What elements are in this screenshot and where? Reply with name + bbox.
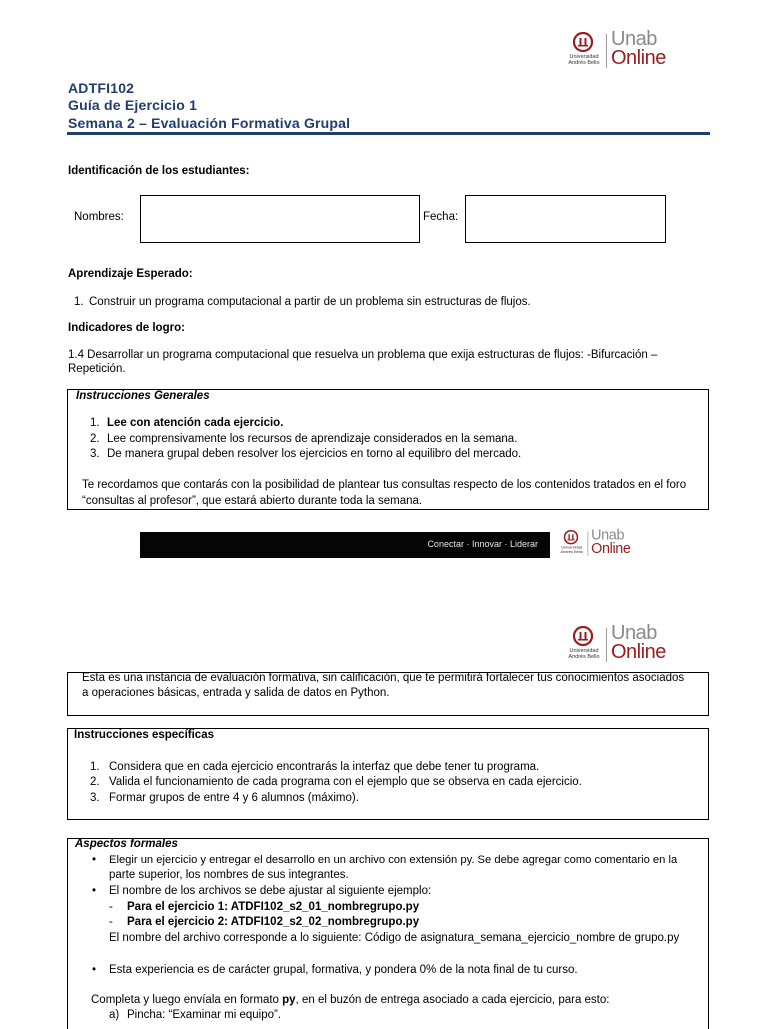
submit-pre: Completa y luego envíala en formato (91, 994, 283, 1006)
general-item-num: 1. (90, 417, 100, 429)
university-seal-icon (573, 32, 593, 52)
step-a: Pincha: “Examinar mi equipo”. (127, 1009, 282, 1021)
general-item-num: 2. (90, 433, 100, 445)
names-field[interactable] (140, 195, 420, 243)
step-a-label: a) (109, 1009, 120, 1021)
footer-logo (558, 527, 641, 557)
general-item-num: 3. (90, 448, 100, 460)
file-example-1: Para el ejercicio 1: ATDFI102_s2_01_nombregrupo.py (127, 901, 420, 913)
intro-line-2: a operaciones básicas, entrada y salida de datos en Python. (82, 687, 390, 699)
logo-divider (606, 34, 607, 68)
specific-item-num: 3. (90, 792, 100, 804)
week-title: Semana 2 – Evaluación Formativa Grupal (68, 115, 351, 131)
logo-divider (588, 531, 589, 555)
unab-online-logo (565, 622, 680, 664)
logo-online: Online (591, 540, 631, 557)
bullet-icon: • (92, 885, 97, 897)
specific-item: Formar grupos de entre 4 y 6 alumnos (máximo). (109, 792, 359, 804)
formal-bullet-3: Esta experiencia es de carácter grupal, formativa, y pondera 0% de la nota final de tu curso. (109, 964, 578, 976)
formal-bullet-1-line-2: parte superior, los nombres de sus integrantes. (109, 869, 349, 881)
dash-icon: - (109, 901, 113, 913)
specific-instructions-title: Instrucciones específicas (74, 729, 214, 741)
intro-line-1: Esta es una instancia de evaluación formativa, sin calificación, que te permitirá fortalecer tus conocimientos asociados (82, 672, 685, 684)
file-name-note: El nombre del archivo corresponde a lo siguiente: Código de asignatura_semana_ejercicio_nombre de grupo.py (109, 932, 680, 944)
logo-unab: Unab (591, 527, 625, 543)
learning-title: Aprendizaje Esperado: (68, 268, 193, 280)
indicator-line-1: 1.4 Desarrollar un programa computacional que resuelva un problema que exija estructuras de flujos: -Bifurcación – (68, 349, 658, 361)
logo-online: Online (611, 47, 666, 69)
dash-icon: - (109, 916, 113, 928)
general-item: Lee con atención cada ejercicio. (107, 417, 284, 429)
university-seal-icon (573, 626, 593, 646)
date-label: Fecha: (423, 211, 459, 223)
indicator-line-2: Repetición. (68, 363, 126, 375)
logo-unab: Unab (611, 622, 657, 644)
guide-title: Guía de Ejercicio 1 (68, 97, 198, 113)
names-label: Nombres: (74, 211, 124, 223)
header-rule (67, 132, 710, 135)
students-title: Identificación de los estudiantes: (68, 165, 250, 177)
specific-item-num: 2. (90, 776, 100, 788)
learning-item-num: 1. (74, 296, 84, 308)
general-instructions-title: Instrucciones Generales (76, 390, 210, 402)
formal-bullet-2: El nombre de los archivos se debe ajustar al siguiente ejemplo: (109, 885, 432, 897)
file-example-2: Para el ejercicio 2: ATDFI102_s2_02_nombregrupo.py (127, 916, 420, 928)
learning-item: Construir un programa computacional a partir de un problema sin estructuras de flujos. (89, 296, 531, 308)
specific-item: Considera que en cada ejercicio encontrarás la interfaz que debe tener tu programa. (109, 761, 540, 773)
bullet-icon: • (92, 854, 97, 866)
specific-item: Valida el funcionamiento de cada programa con el ejemplo que se observa en cada ejercicio. (109, 776, 582, 788)
logo-online: Online (611, 641, 666, 663)
date-field[interactable] (465, 195, 666, 243)
logo-unab: Unab (611, 28, 657, 50)
specific-item-num: 1. (90, 761, 100, 773)
university-name: Universidad Andrés Bello (560, 545, 583, 555)
page-footer-bar (140, 532, 550, 558)
university-name: Universidad Andrés Bello (568, 648, 600, 660)
footer-slogan: Conectar · Innovar · Liderar (427, 539, 538, 549)
logo-divider (606, 628, 607, 662)
indicators-title: Indicadores de logro: (68, 322, 185, 334)
general-item: Lee comprensivamente los recursos de aprendizaje considerados en la semana. (107, 433, 518, 445)
formal-aspects-title: Aspectos formales (75, 838, 178, 850)
submit-format: py (282, 994, 296, 1006)
general-item: De manera grupal deben resolver los ejercicios en torno al equilibro del mercado. (107, 448, 522, 460)
general-note-line-2: “consultas al profesor”, que estará abierto durante toda la semana. (82, 495, 423, 507)
university-seal-icon (564, 530, 578, 544)
bullet-icon: • (92, 964, 97, 976)
course-code: ADTFI102 (68, 80, 135, 96)
general-note-line-1: Te recordamos que contarás con la posibilidad de plantear tus consultas respecto de los contenidos tratados en el foro (82, 479, 687, 491)
submit-instruction (91, 994, 609, 1006)
unab-online-logo (565, 28, 680, 70)
formal-bullet-1-line-1: Elegir un ejercicio y entregar el desarrollo en un archivo con extensión py. Se debe agregar como comentario en la (109, 854, 678, 866)
specific-instructions-box (67, 728, 709, 820)
submit-post: , en el buzón de entrega asociado a cada ejercicio, para esto: (295, 994, 610, 1006)
university-name: Universidad Andrés Bello (568, 54, 600, 66)
